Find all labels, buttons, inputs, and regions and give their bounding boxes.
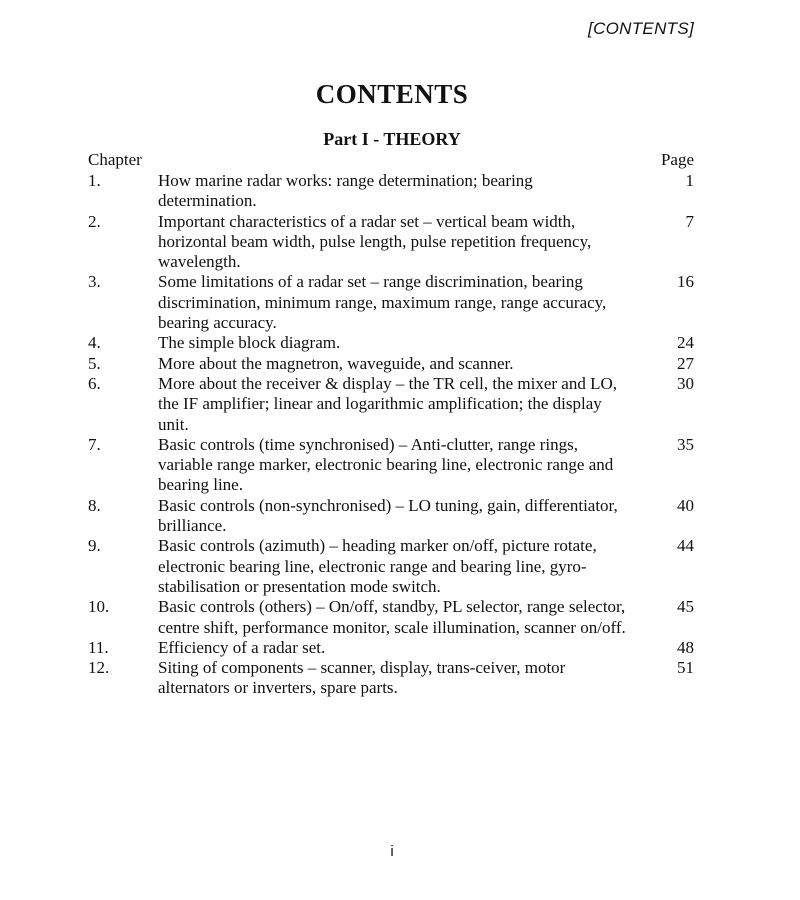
chapter-title: Basic controls (time synchronised) – Anti-clutter, range rings, variable range marker, electronic bearing line, electronic range and bearing line. [158,434,614,495]
chapter-title: Basic controls (non-synchronised) – LO tuning, gain, differentiator, brilliance. [158,495,618,536]
chapter-number: 12. [88,658,110,678]
toc-entry [88,496,694,537]
page-number: 51 [677,658,694,678]
chapter-title: Some limitations of a radar set – range discrimination, bearing discrimination, minimum range, maximum range, range accuracy, bearing accuracy. [158,272,607,333]
toc-entry [88,658,694,699]
toc-entry [88,374,694,435]
page-title: CONTENTS [315,79,469,109]
toc-entry [88,435,694,496]
chapter-title: The simple block diagram. [158,333,341,353]
toc-entry [88,212,694,273]
chapter-title: Efficiency of a radar set. [158,637,326,657]
toc-entry [88,272,694,333]
chapter-title: More about the magnetron, waveguide, and scanner. [158,353,514,373]
chapter-title: More about the receiver & display – the TR cell, the mixer and LO, the IF amplifier; linear and logarithmic amplification; the display unit. [158,373,618,434]
toc-entry [88,638,694,658]
page-number: 1 [685,171,694,190]
page-number: 24 [677,333,694,353]
chapter-number: 8. [88,495,101,515]
page-number: 27 [677,353,694,373]
page-number: 45 [677,597,694,617]
chapter-number: 9. [88,536,101,556]
chapter-number: 2. [88,211,101,231]
page-number: 16 [677,272,694,292]
toc-entry [88,536,694,597]
chapter-number: 10. [88,597,110,617]
toc-entry [88,171,694,212]
chapter-title: Siting of components – scanner, display, trans-ceiver, motor alternators or inverters, spare parts. [158,658,566,698]
toc-list [88,171,694,699]
toc-entry [88,354,694,374]
chapter-title: How marine radar works: range determination; bearing determination. [158,171,533,211]
chapter-number: 6. [88,373,101,393]
chapter-number: 4. [88,333,101,353]
page-number: 40 [677,495,694,515]
page-number: 35 [677,434,694,454]
page-folio: i [390,843,394,860]
chapter-title: Important characteristics of a radar set – vertical beam width, horizontal beam width, pulse length, pulse repetition frequency, wavelength. [158,211,592,272]
page-number: 30 [677,373,694,393]
page-column-header: Page [660,150,694,169]
chapter-title: Basic controls (azimuth) – heading marker on/off, picture rotate, electronic bearing line, electronic range and bearing line, gyro-stabilisation or presentation mode switch. [158,536,597,596]
toc-entry [88,597,694,638]
chapter-number: 5. [88,353,101,373]
part-title: Part I - THEORY [323,129,461,149]
chapter-title: Basic controls (others) – On/off, standby, PL selector, range selector, centre shift, performance monitor, scale illumination, scanner on/off. [158,597,626,637]
toc-entry [88,333,694,353]
chapter-column-header: Chapter [88,150,142,169]
chapter-number: 1. [88,171,101,190]
page-number: 48 [677,637,694,657]
chapter-number: 3. [88,272,101,292]
chapter-number: 11. [88,637,109,657]
page-number: 44 [677,536,694,556]
page-number: 7 [685,211,694,231]
running-head: [CONTENTS] [588,19,694,38]
chapter-number: 7. [88,434,101,454]
